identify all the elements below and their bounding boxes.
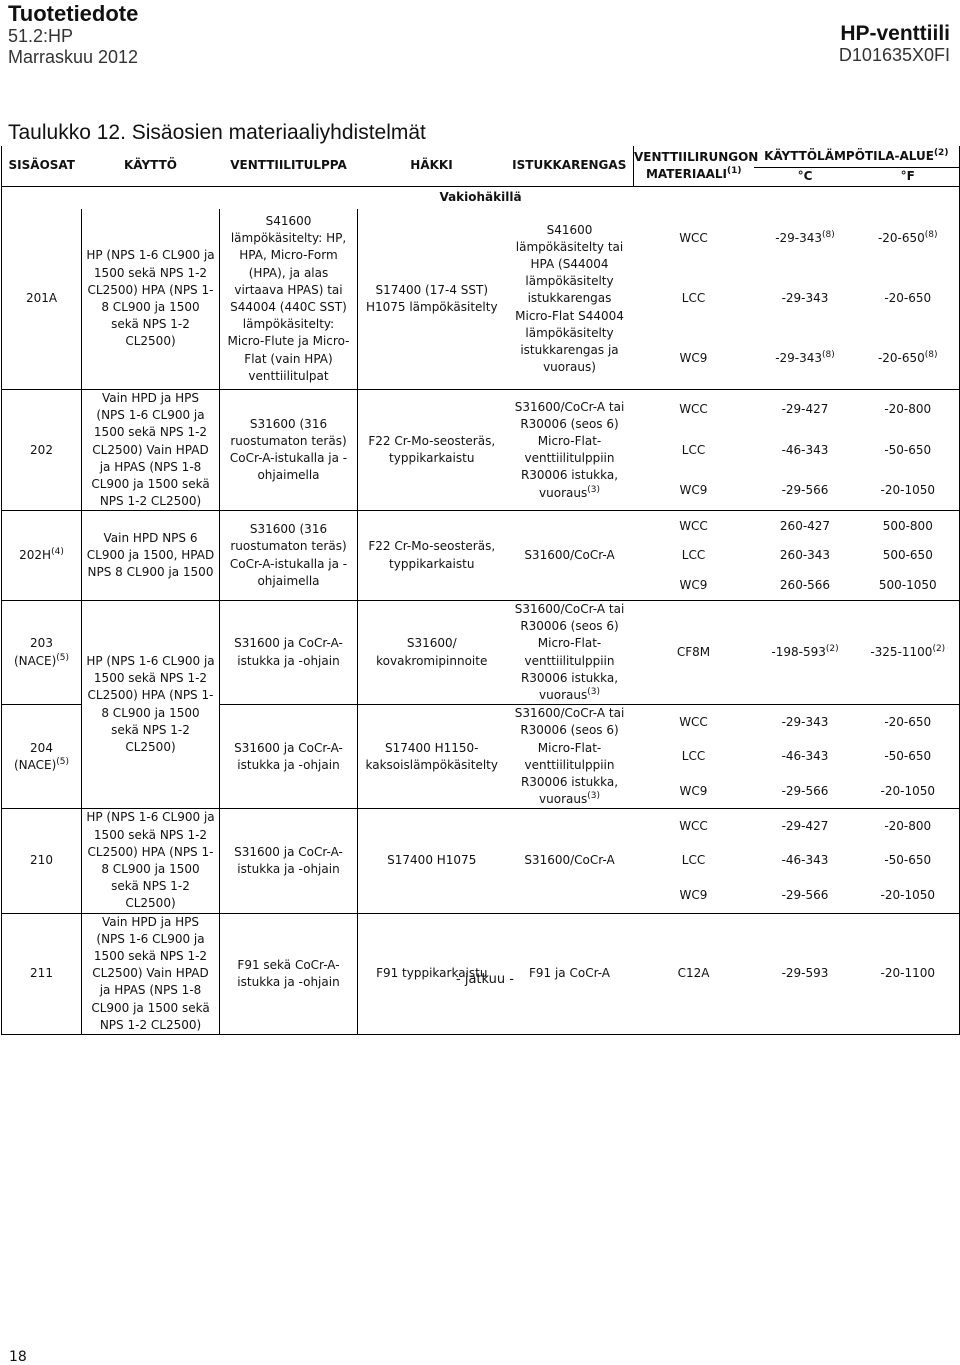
col-runko-l2: MATERIAALI (645, 167, 728, 181)
row-plug: F91 sekä CoCr-A-istukka ja -ohjain (220, 913, 358, 1034)
temp-c: -46-343 (781, 442, 829, 457)
temp-mat: LCC (681, 749, 706, 764)
temp-c: -29-593 (754, 913, 857, 1034)
row-plug: S31600 (316 ruostumaton teräs) CoCr-A-istukalla ja -ohjaimella (220, 511, 358, 601)
temp-c: 260-343 (779, 548, 831, 563)
row-use: HP (NPS 1-6 CL900 ja 1500 sekä NPS 1-2 CL2500) HPA (NPS 1-8 CL900 ja 1500 sekä NPS 1-2 CL2500) (82, 600, 220, 808)
temp-mat: LCC (681, 548, 706, 563)
header-left (8, 2, 138, 68)
col-sisaosat: SISÄOSAT (8, 158, 75, 173)
temp-c: -46-343 (781, 749, 829, 764)
row-cage: S17400 H1075 (358, 809, 506, 913)
row-use: Vain HPD NPS 6 CL900 ja 1500, HPAD NPS 8 CL900 ja 1500 (82, 511, 220, 601)
temp-mat: LCC (681, 853, 706, 868)
row-id: 202 (2, 390, 82, 511)
vakio-row (2, 187, 960, 210)
row-use: HP (NPS 1-6 CL900 ja 1500 sekä NPS 1-2 CL2500) HPA (NPS 1-8 CL900 ja 1500 sekä NPS 1-2 CL2500) (82, 209, 220, 390)
temp-f: -20-1050 (880, 887, 935, 902)
temp-f: -20-650 (884, 291, 932, 306)
temp-c: -46-343 (781, 853, 829, 868)
row-plug: S31600 ja CoCr-A-istukka ja -ohjain (220, 809, 358, 913)
temp-mat: LCC (681, 291, 706, 306)
row-use: HP (NPS 1-6 CL900 ja 1500 sekä NPS 1-2 CL2500) HPA (NPS 1-8 CL900 ja 1500 sekä NPS 1-2 CL2500) (82, 809, 220, 913)
temp-mat: WC9 (679, 482, 708, 497)
temp-mat: CF8M (634, 600, 754, 704)
col-fahrenheit: °F (857, 167, 960, 186)
temp-mat: WCC (634, 705, 754, 740)
temp-f: -20-800 (857, 390, 960, 431)
continued-note: - jatkuu - (456, 972, 514, 987)
temp-f: -20-1100 (857, 913, 960, 1034)
doc-date: Marraskuu 2012 (8, 47, 139, 67)
row-use: Vain HPD ja HPS (NPS 1-6 CL900 ja 1500 sekä NPS 1-2 CL2500) Vain HPAD ja HPAS (NPS 1-8 CL900 ja 1500 sekä NPS 1-2 CL2500) (82, 913, 220, 1034)
temp-mat: WCC (634, 511, 754, 541)
row-id: 204 (NACE)$^{(5)}$ (2, 705, 82, 809)
col-tulppa: VENTTIILITULPPA (230, 158, 347, 173)
row-id: 210 (2, 809, 82, 913)
temp-mat: C12A (634, 913, 754, 1034)
row-plug: S31600 ja CoCr-A-istukka ja -ohjain (220, 705, 358, 809)
row-id: $202H^{(4)}$ (2, 511, 82, 601)
doc-number: D101635X0FI (838, 45, 950, 65)
row-cage: F22 Cr-Mo-seosteräs, typpikarkaistu (358, 511, 506, 601)
table-row-201a (2, 209, 960, 269)
row-cage: F91 typpikarkaistu (358, 913, 506, 1034)
temp-f: -50-650 (884, 442, 932, 457)
temp-f: -20-800 (857, 809, 960, 844)
temp-mat: WCC (634, 809, 754, 844)
temp-f: -50-650 (884, 853, 932, 868)
row-plug: S31600 ja CoCr-A-istukka ja -ohjain (220, 600, 358, 704)
temp-c: -29-427 (754, 809, 857, 844)
row-seat: S31600/CoCr-A tai R30006 (seos 6) Micro-Flat-venttiilitulppiin R30006 istukka, vuoraus$^{(3)}$ (506, 390, 634, 511)
col-runko (634, 146, 759, 187)
product-name: HP-venttiili (840, 22, 950, 45)
col-celsius: °C (754, 167, 857, 186)
temp-c: -29-343 (781, 291, 829, 306)
row-seat: S31600/CoCr-A tai R30006 (seos 6) Micro-Flat-venttiilitulppiin R30006 istukka, vuoraus$^{(3)}$ (506, 705, 634, 809)
header-right (839, 22, 950, 66)
temp-mat: WC9 (679, 351, 708, 366)
temp-f: -325-1100$^{(2)}$ (857, 600, 960, 704)
temp-mat: WCC (634, 390, 754, 431)
temp-f: 500-1050 (878, 577, 937, 592)
temp-c: -29-427 (754, 390, 857, 431)
row-cage: S17400 H1150-kaksoislämpökäsitelty (358, 705, 506, 809)
col-lampo-sup: (2) (933, 147, 949, 158)
temp-c: -29-343$^{(8)}$ (775, 350, 835, 366)
table-title: Taulukko 12. Sisäosien materiaaliyhdistelmät (8, 121, 426, 144)
temp-mat: WC9 (679, 887, 708, 902)
doc-type: Tuotetiedote (8, 1, 139, 26)
temp-f: -20-650 (857, 705, 960, 740)
row-use: Vain HPD ja HPS (NPS 1-6 CL900 ja 1500 sekä NPS 1-2 CL2500) Vain HPAD ja HPAS (NPS 1-8 CL900 ja 1500 sekä NPS 1-2 CL2500) (82, 390, 220, 511)
row-seat: S41600 lämpökäsitelty tai HPA (S44004 lämpökäsitelty istukkarengas Micro-Flat S44004 lämpökäsitelty istukkarengas ja vuoraus) (515, 222, 624, 375)
temp-mat: LCC (681, 442, 706, 457)
temp-f: -20-650$^{(8)}$ (877, 230, 938, 246)
col-lampo (754, 146, 960, 167)
table-row-203 (2, 600, 960, 704)
row-seat: S31600/CoCr-A (506, 511, 634, 601)
temp-c: -29-566 (781, 482, 829, 497)
temp-mat: WCC (679, 231, 708, 246)
col-hakki: HÄKKI (410, 158, 453, 173)
table-row-202h (2, 511, 960, 541)
temp-mat: WC9 (679, 783, 708, 798)
vakio-label: Vakiohäkillä (2, 187, 960, 210)
col-istukka: ISTUKKARENGAS (512, 158, 627, 173)
row-cage: S31600/ kovakromipinnoite (358, 600, 506, 704)
temp-f: -20-650$^{(8)}$ (877, 350, 938, 366)
temp-f: 500-800 (857, 511, 960, 541)
table-row-210 (2, 809, 960, 844)
row-seat: S31600/CoCr-A (506, 809, 634, 913)
temp-c: -29-566 (781, 887, 829, 902)
temp-f: -20-1050 (880, 482, 935, 497)
temp-c: -29-566 (781, 783, 829, 798)
page-number: 18 (9, 1349, 27, 1365)
temp-c: -198-593$^{(2)}$ (754, 600, 857, 704)
row-seat: S31600/CoCr-A tai R30006 (seos 6) Micro-Flat-venttiilitulppiin R30006 istukka, vuoraus$^{(3)}$ (506, 600, 634, 704)
temp-c: 260-427 (754, 511, 857, 541)
row-seat: F91 ja CoCr-A (506, 913, 634, 1034)
header-row (2, 146, 960, 167)
temp-c: -29-343$^{(8)}$ (775, 230, 835, 246)
temp-f: -50-650 (884, 749, 932, 764)
row-cage: S17400 (17-4 SST) H1075 lämpökäsitelty (365, 282, 498, 314)
row-id: 211 (2, 913, 82, 1034)
doc-ref: 51.2:HP (8, 26, 74, 46)
temp-f: 500-650 (882, 548, 933, 563)
col-kaytto: KÄYTTÖ (124, 158, 177, 173)
row-id: 201A (2, 209, 82, 390)
temp-f: -20-1050 (880, 783, 935, 798)
col-lampo-label: KÄYTTÖLÄMPÖTILA-ALUE (764, 148, 934, 163)
col-runko-sup: (1) (727, 166, 742, 176)
col-runko-l1: VENTTIILIRUNGON (634, 149, 759, 164)
temp-mat: WC9 (679, 577, 708, 592)
table-row-202 (2, 390, 960, 431)
row-plug: S31600 (316 ruostumaton teräs) CoCr-A-istukalla ja -ohjaimella (220, 390, 358, 511)
row-id: 203 (NACE)$^{(5)}$ (2, 600, 82, 704)
temp-c: -29-343 (754, 705, 857, 740)
row-plug: S41600 lämpökäsitelty: HP, HPA, Micro-Form (HPA), ja alas virtaava HPAS) tai S44004 (440C SST) lämpökäsitelty: Micro-Flute ja Micro-Flat (vain HPA) venttiilitulpat (220, 209, 358, 390)
temp-c: 260-566 (779, 577, 831, 592)
materials-table (1, 146, 959, 1035)
row-cage: F22 Cr-Mo-seosteräs, typpikarkaistu (358, 390, 506, 511)
